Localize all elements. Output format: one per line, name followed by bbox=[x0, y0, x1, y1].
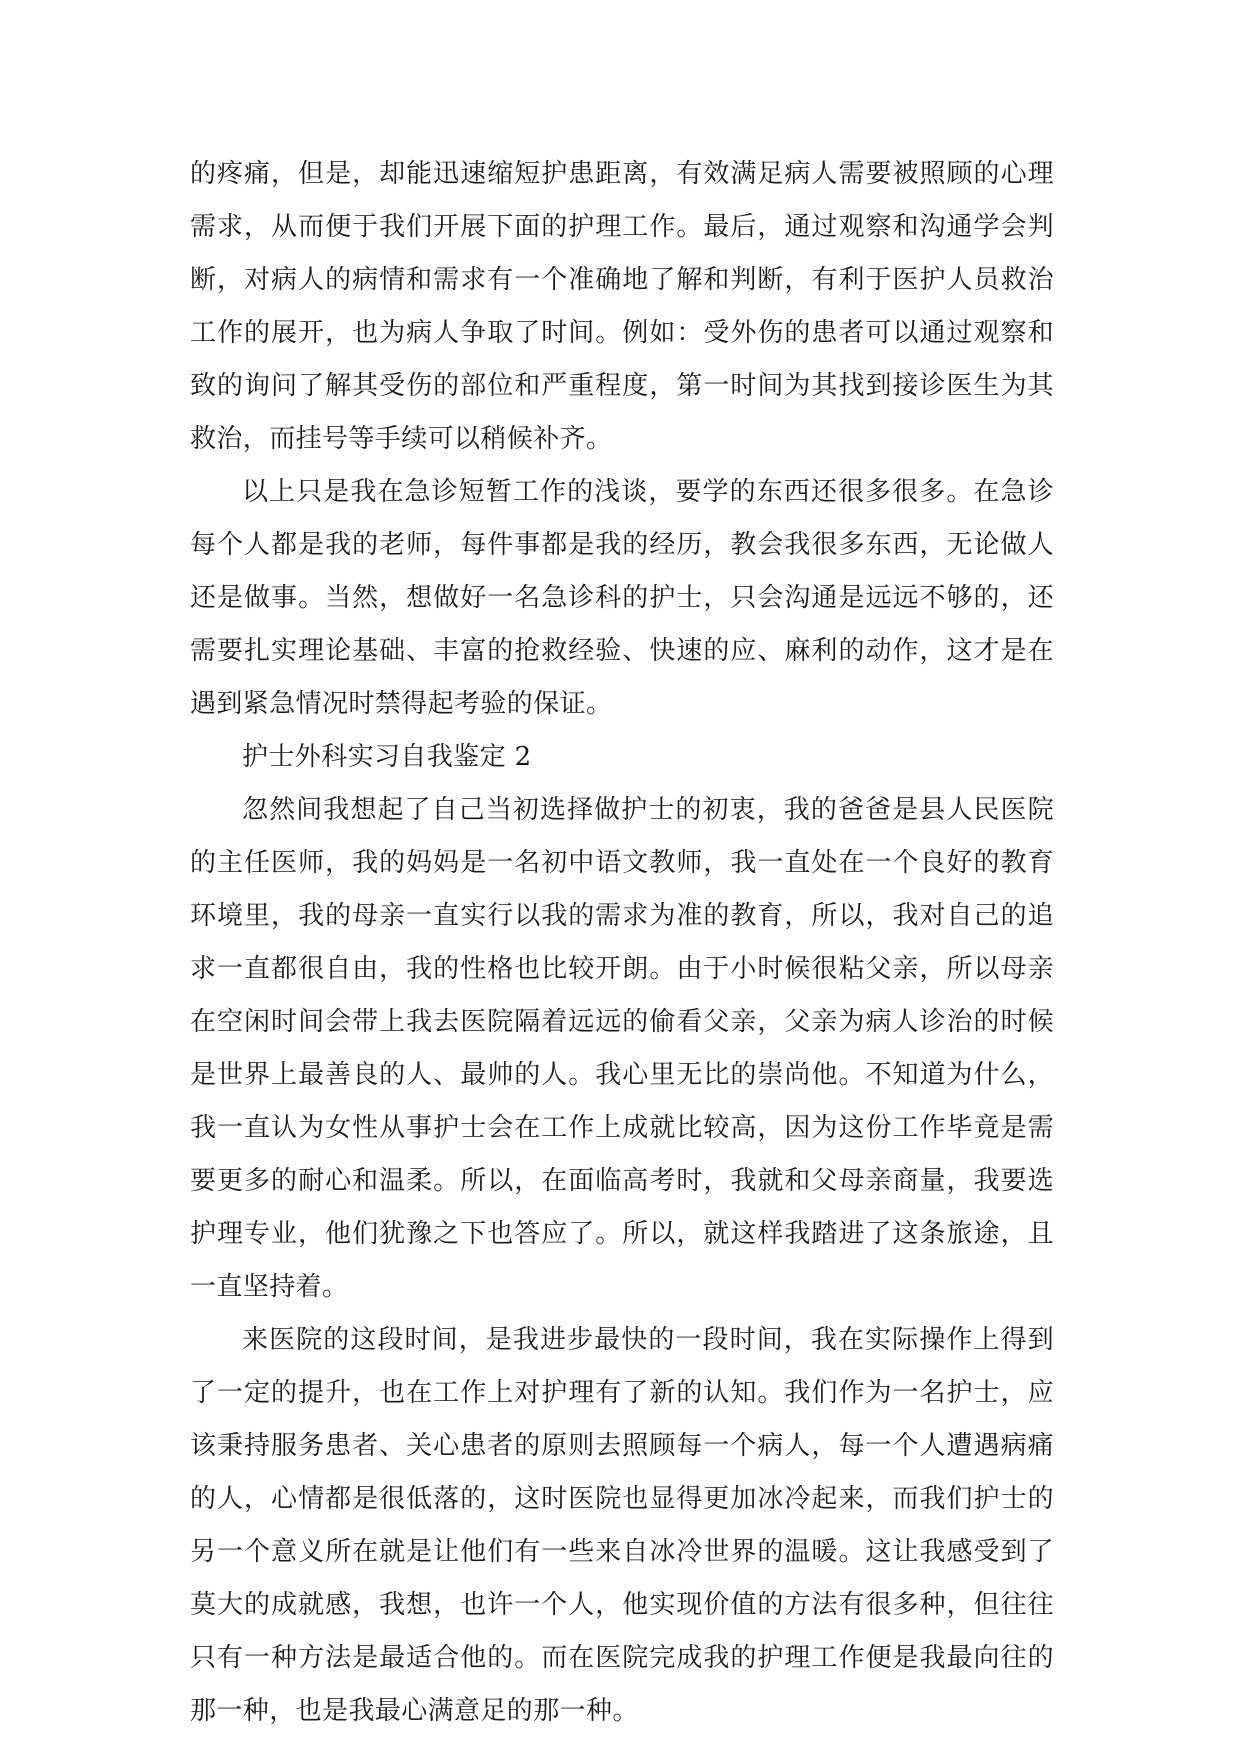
paragraph-motivation: 忽然间我想起了自己当初选择做护士的初衷，我的爸爸是县人民医院的主任医师，我的妈妈是一名初中语文教师，我一直处在一个良好的教育环境里，我的母亲一直实行以我的需求为准的教育，所以，我对自己的追求一直都很自由，我的性格也比较开朗。由于小时候很粘父亲，所以母亲在空闲时间会带上我去医院隔着远远的偷看父亲，父亲为病人诊治的时候是世界上最善良的人、最帅的人。我心里无比的崇尚他。不知道为什么，我一直认为女性从事护士会在工作上成就比较高，因为这份工作毕竟是需要更多的耐心和温柔。所以，在面临高考时，我就和父母亲商量，我要选护理专业，他们犹豫之下也答应了。所以，就这样我踏进了这条旅途，且一直坚持着。 bbox=[190, 795, 1054, 1302]
paragraph-hospital-experience: 来医院的这段时间，是我进步最快的一段时间，我在实际操作上得到了一定的提升，也在工作上对护理有了新的认知。我们作为一名护士，应该秉持服务患者、关心患者的原则去照顾每一个病人，每一个人遭遇病痛的人，心情都是很低落的，这时医院也显得更加冰冷起来，而我们护士的另一个意义所在就是让他们有一些来自冰冷世界的温暖。这让我感受到了莫大的成就感，我想，也许一个人，他实现价值的方法有很多种，但往往只有一种方法是最适合他的。而在医院完成我的护理工作便是我最向往的那一种，也是我最心满意足的那一种。 bbox=[190, 1325, 1054, 1726]
paragraph-continued: 的疼痛，但是，却能迅速缩短护患距离，有效满足病人需要被照顾的心理需求，从而便于我们开展下面的护理工作。最后，通过观察和沟通学会判断，对病人的病情和需求有一个准确地了解和判断，有利于医护人员救治工作的展开，也为病人争取了时间。例如：受外伤的患者可以通过观察和致的询问了解其受伤的部位和严重程度，第一时间为其找到接诊医生为其救治，而挂号等手续可以稍候补齐。 bbox=[190, 159, 1054, 454]
section-title: 护士外科实习自我鉴定 2 bbox=[242, 742, 532, 772]
document-body bbox=[190, 148, 1054, 1738]
paragraph-reflection: 以上只是我在急诊短暂工作的浅谈，要学的东西还很多很多。在急诊每个人都是我的老师，每件事都是我的经历，教会我很多东西，无论做人还是做事。当然，想做好一名急诊科的护士，只会沟通是远远不够的，还需要扎实理论基础、丰富的抢救经验、快速的应、麻利的动作，这才是在遇到紧急情况时禁得起考验的保证。 bbox=[190, 477, 1054, 719]
